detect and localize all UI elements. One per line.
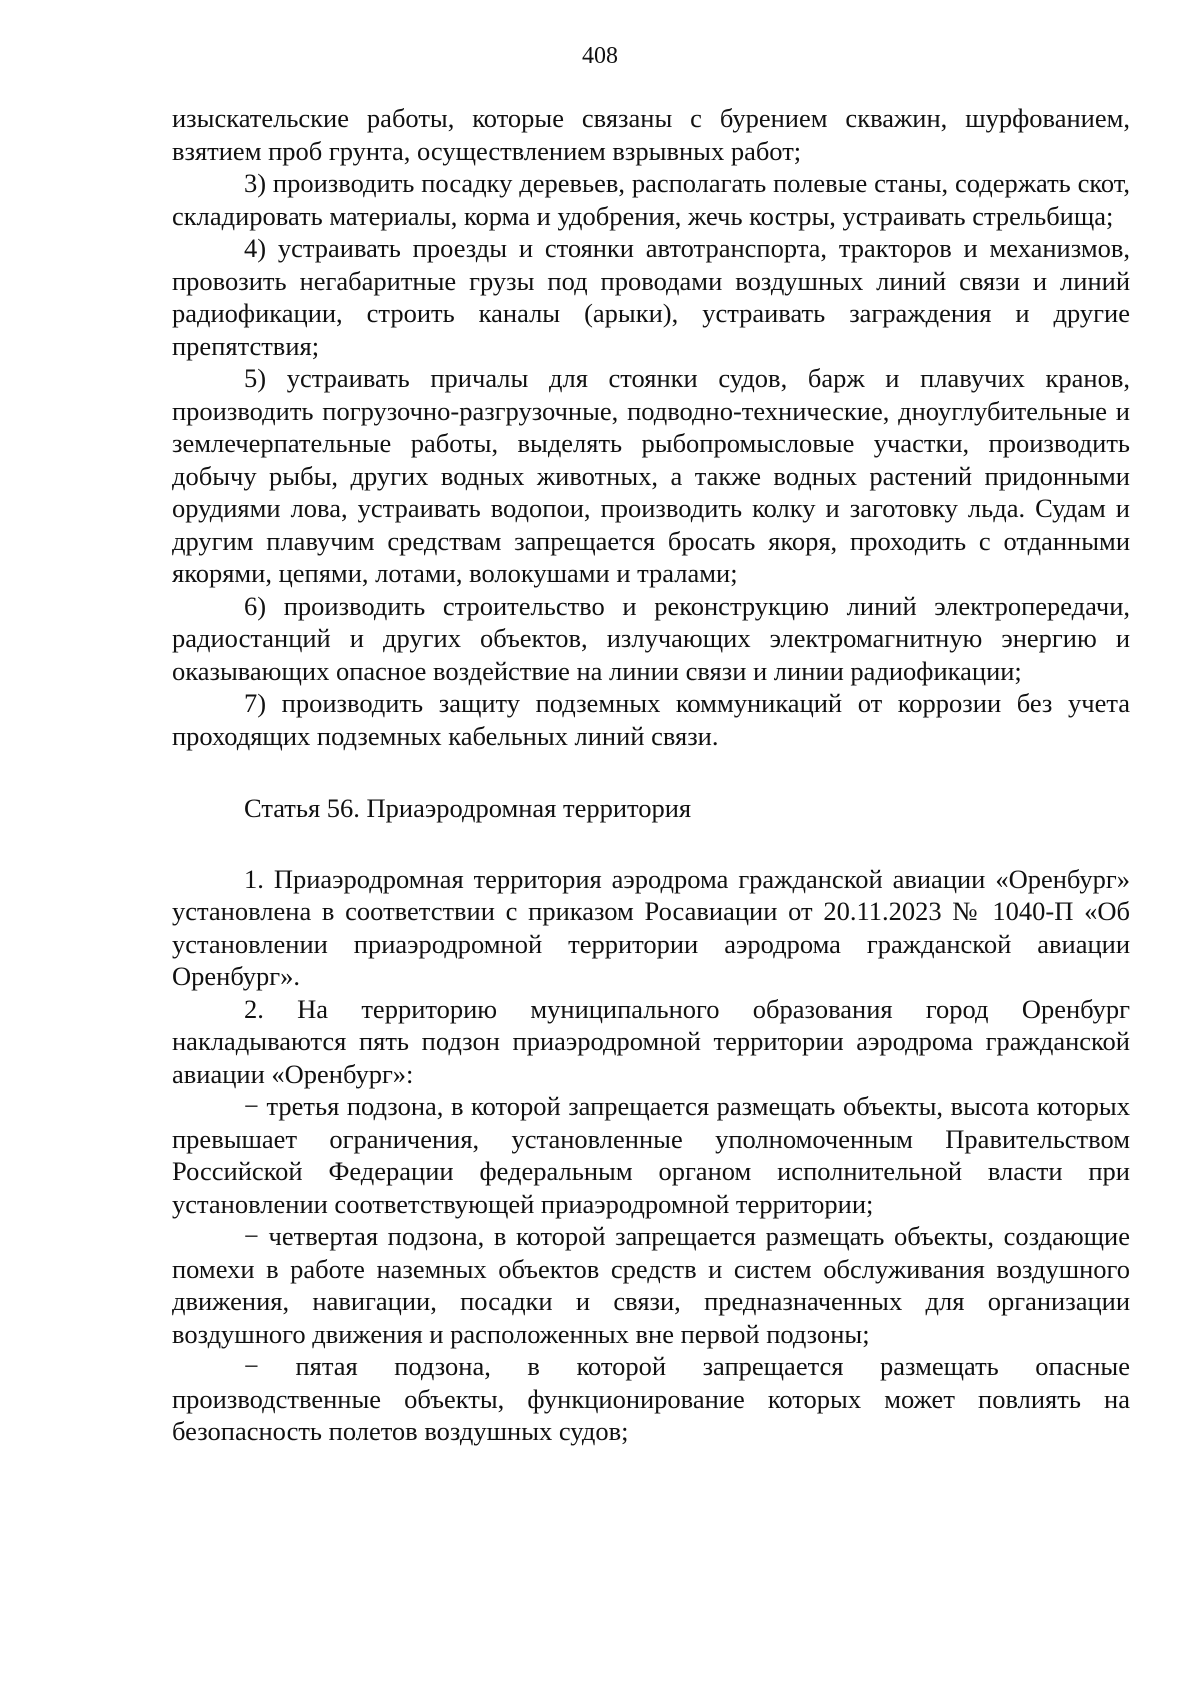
page-number: 408 — [582, 43, 618, 69]
paragraph-continuation: изыскательские работы, которые связаны с бурением скважин, шурфованием, взятием проб грунта, осуществлением взрывных работ; — [172, 103, 1130, 166]
list-item-5: 5) устраивать причалы для стоянки судов, барж и плавучих кранов, производить погрузочно-разгрузочные, подводно-технические, дноуглубительные и землечерпательные работы, выделять рыбопромысловые участки, производить добычу рыбы, других водных животных, а также водных растений придонными орудиями лова, устраивать водопои, производить колку и заготовку льда. Судам и другим плавучим средствам запрещается бросать якоря, проходить с отданными якорями, цепями, лотами, волокушами и тралами; — [172, 363, 1130, 588]
document-body — [172, 102, 1130, 1448]
article-clause-2: 2. На территорию муниципального образования город Оренбург накладываются пять подзон приаэродромной территории аэродрома гражданской авиации «Оренбург»: — [172, 993, 1130, 1089]
list-item-3: 3) производить посадку деревьев, располагать полевые станы, содержать скот, складировать материалы, корма и удобрения, жечь костры, устраивать стрельбища; — [172, 168, 1130, 231]
article-clause-1: 1. Приаэродромная территория аэродрома гражданской авиации «Оренбург» установлена в соответствии с приказом Росавиации от 20.11.2023 № 1040-П «Об установлении приаэродромной территории аэродрома гражданской авиации Оренбург». — [172, 863, 1130, 991]
subzone-item-5: − пятая подзона, в которой запрещается размещать опасные производственные объекты, функционирование которых может повлиять на безопасность полетов воздушных судов; — [172, 1351, 1130, 1446]
subzone-item-4: − четвертая подзона, в которой запрещается размещать объекты, создающие помехи в работе наземных объектов средств и систем обслуживания воздушного движения, навигации, посадки и связи, предназначенных для организации воздушного движения и расположенных вне первой подзоны; — [172, 1221, 1130, 1349]
subzone-item-3: − третья подзона, в которой запрещается размещать объекты, высота которых превышает ограничения, установленные уполномоченным Правительством Российской Федерации федеральным органом исполнительной власти при установлении соответствующей приаэродромной территории; — [172, 1091, 1130, 1219]
article-heading: Статья 56. Приаэродромная территория — [244, 793, 692, 823]
list-item-6: 6) производить строительство и реконструкцию линий электропередачи, радиостанций и других объектов, излучающих электромагнитную энергию и оказывающих опасное воздействие на линии связи и линии радиофикации; — [172, 590, 1130, 686]
list-item-4: 4) устраивать проезды и стоянки автотранспорта, тракторов и механизмов, провозить негабаритные грузы под проводами воздушных линий связи и линий радиофикации, строить каналы (арыки), устраивать заграждения и другие препятствия; — [172, 233, 1130, 361]
list-item-7: 7) производить защиту подземных коммуникаций от коррозии без учета проходящих подземных кабельных линий связи. — [172, 688, 1130, 751]
